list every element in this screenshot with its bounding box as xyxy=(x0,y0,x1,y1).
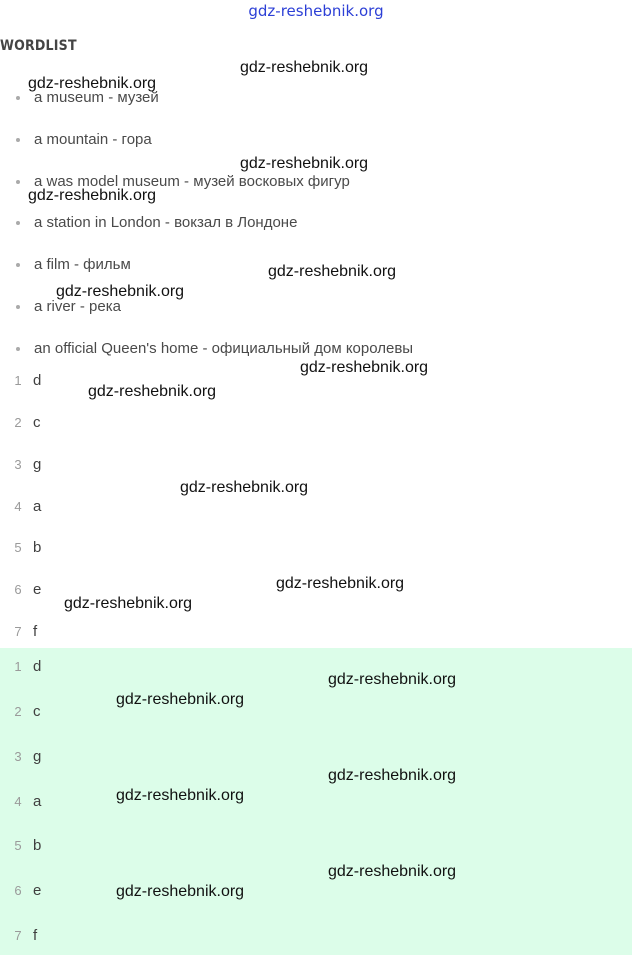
watermark-text: gdz-reshebnik.org xyxy=(276,575,405,592)
watermark-text: gdz-reshebnik.org xyxy=(180,479,309,496)
watermark-text: gdz-reshebnik.org xyxy=(116,883,245,900)
bullet-icon xyxy=(16,138,20,142)
wordlist-item: an official Queen's home - официальный дом королевы xyxy=(14,339,413,359)
answer-row: 6 e xyxy=(14,581,42,598)
watermark-text: gdz-reshebnik.org xyxy=(240,155,369,172)
watermark-text: gdz-reshebnik.org xyxy=(28,75,157,92)
watermark-text: gdz-reshebnik.org xyxy=(116,787,245,804)
watermark-text: gdz-reshebnik.org xyxy=(64,595,193,612)
watermark-text: gdz-reshebnik.org xyxy=(56,283,185,300)
wordlist-item: a station in London - вокзал в Лондоне xyxy=(14,213,297,233)
watermark-text: gdz-reshebnik.org xyxy=(328,863,457,880)
highlighted-answer-row: 7 f xyxy=(14,927,38,944)
watermark-text: gdz-reshebnik.org xyxy=(28,187,157,204)
highlighted-answer-row: 4 a xyxy=(14,793,42,810)
highlighted-answer-row: 6 e xyxy=(14,882,42,899)
answer-row: 3 g xyxy=(14,456,42,473)
watermark-text: gdz-reshebnik.org xyxy=(328,767,457,784)
bullet-icon xyxy=(16,263,20,267)
highlighted-answer-row: 2 c xyxy=(14,703,41,720)
highlighted-answer-row: 3 g xyxy=(14,748,42,765)
watermark-text: gdz-reshebnik.org xyxy=(328,671,457,688)
wordlist-item: a museum - музей xyxy=(14,88,159,108)
highlighted-answer-row: 5 b xyxy=(14,837,42,854)
wordlist-item: a film - фильм xyxy=(14,255,131,275)
answer-row: 7 f xyxy=(14,623,38,640)
wordlist-item: a river - река xyxy=(14,297,121,317)
watermark-text: gdz-reshebnik.org xyxy=(300,359,429,376)
watermark-text: gdz-reshebnik.org xyxy=(268,263,397,280)
bullet-icon xyxy=(16,347,20,351)
bullet-icon xyxy=(16,180,20,184)
answer-row: 2 c xyxy=(14,414,41,431)
site-header-link[interactable]: gdz-reshebnik.org xyxy=(248,2,384,20)
bullet-icon xyxy=(16,221,20,225)
watermark-text: gdz-reshebnik.org xyxy=(88,383,217,400)
bullet-icon xyxy=(16,305,20,309)
answer-row: 1 d xyxy=(14,372,42,389)
wordlist-item: a mountain - гора xyxy=(14,130,152,150)
highlighted-answers-block xyxy=(0,648,632,955)
wordlist-item: a was model museum - музей восковых фигур xyxy=(14,172,350,192)
watermark-text: gdz-reshebnik.org xyxy=(116,691,245,708)
highlighted-answer-row: 1 d xyxy=(14,658,42,675)
wordlist-heading: WORDLIST xyxy=(0,38,77,54)
watermark-text: gdz-reshebnik.org xyxy=(240,59,369,76)
answer-row: 4 a xyxy=(14,498,42,515)
bullet-icon xyxy=(16,96,20,100)
answer-row: 5 b xyxy=(14,539,42,556)
